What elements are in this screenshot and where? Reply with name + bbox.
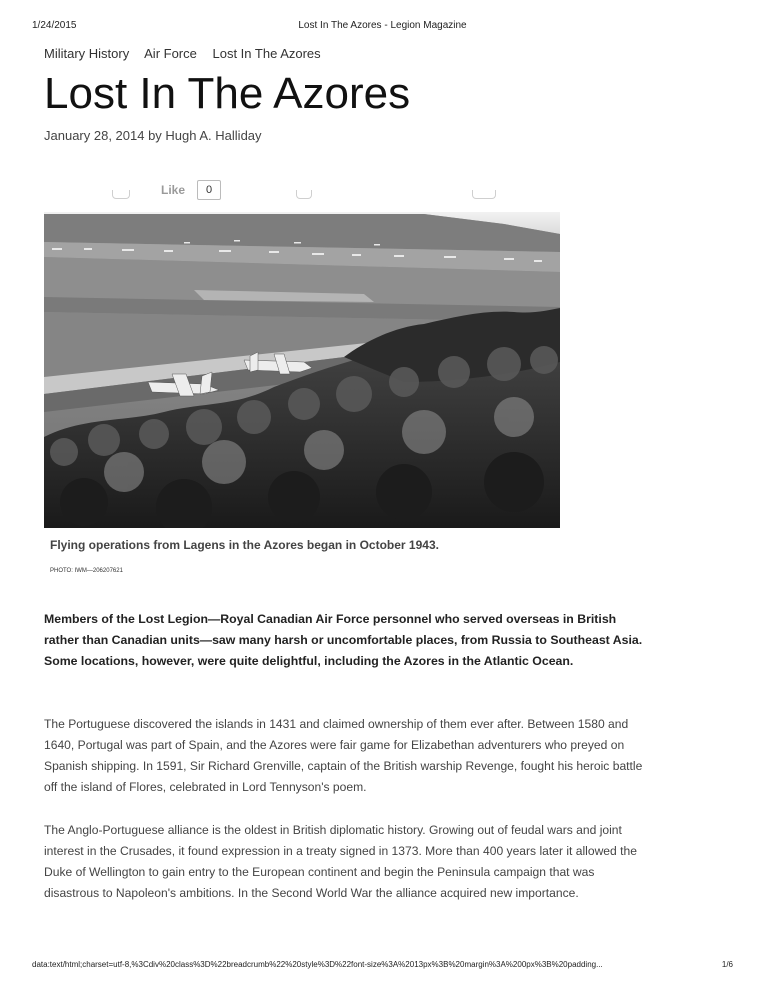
breadcrumb-air-force[interactable]: Air Force (144, 46, 197, 61)
print-url: data:text/html;charset=utf-8,%3Cdiv%20class%3D%22breadcrumb%22%20style%3D%22font-size%3A%2013px%3B%20margin%3A%200px%3B%20padding... (32, 960, 603, 969)
share-tab[interactable] (472, 190, 496, 199)
article-paragraph: The Anglo-Portuguese alliance is the oldest in British diplomatic history. Growing out of feudal wars and joint interest in the Crusades, it found expression in a treaty signed in 1373. More than 400 years later it allowed the Duke of Wellington to gain entry to the European continent and begin the Peninsula campaign that was disastrous to Napoleon's ambitions. In the Second World War the alliance acquired new importance. (44, 823, 637, 900)
social-share-bar (44, 178, 564, 202)
breadcrumb (44, 46, 333, 61)
page-number: 1/6 (721, 960, 733, 969)
print-date: 1/24/2015 (32, 20, 77, 31)
share-tab[interactable] (112, 190, 130, 199)
airfield-photo (44, 212, 560, 528)
breadcrumb-military-history[interactable]: Military History (44, 46, 130, 61)
print-header (32, 20, 733, 34)
byline: January 28, 2014 by Hugh A. Halliday (44, 128, 262, 143)
photo-caption: Flying operations from Lagens in the Azores began in October 1943. (50, 538, 439, 552)
print-page-title: Lost In The Azores - Legion Magazine (298, 20, 467, 31)
article-photo (44, 212, 560, 528)
like-count: 0 (197, 180, 221, 200)
page-title: Lost In The Azores (44, 69, 411, 118)
share-tab[interactable] (296, 190, 312, 199)
photo-credit: PHOTO: IWM—206207621 (50, 568, 123, 574)
breadcrumb-current[interactable]: Lost In The Azores (212, 46, 321, 61)
article-paragraph: The Portuguese discovered the islands in 1431 and claimed ownership of them ever after. Between 1580 and 1640, Portugal was part of Spain, and the Azores were fair game for Elizabethan adventurers who preyed on Spanish shipping. In 1591, Sir Richard Grenville, captain of the British warship Revenge, fought his heroic battle off the island of Flores, celebrated in Lord Tennyson's poem. (44, 717, 643, 794)
article-lead: Members of the Lost Legion—Royal Canadian Air Force personnel who served overseas in British rather than Canadian units—saw many harsh or uncomfortable places, from Russia to Southeast Asia. Some locations, however, were quite delightful, including the Azores in the Atlantic Ocean. (44, 612, 643, 668)
like-button[interactable]: Like (161, 183, 186, 197)
